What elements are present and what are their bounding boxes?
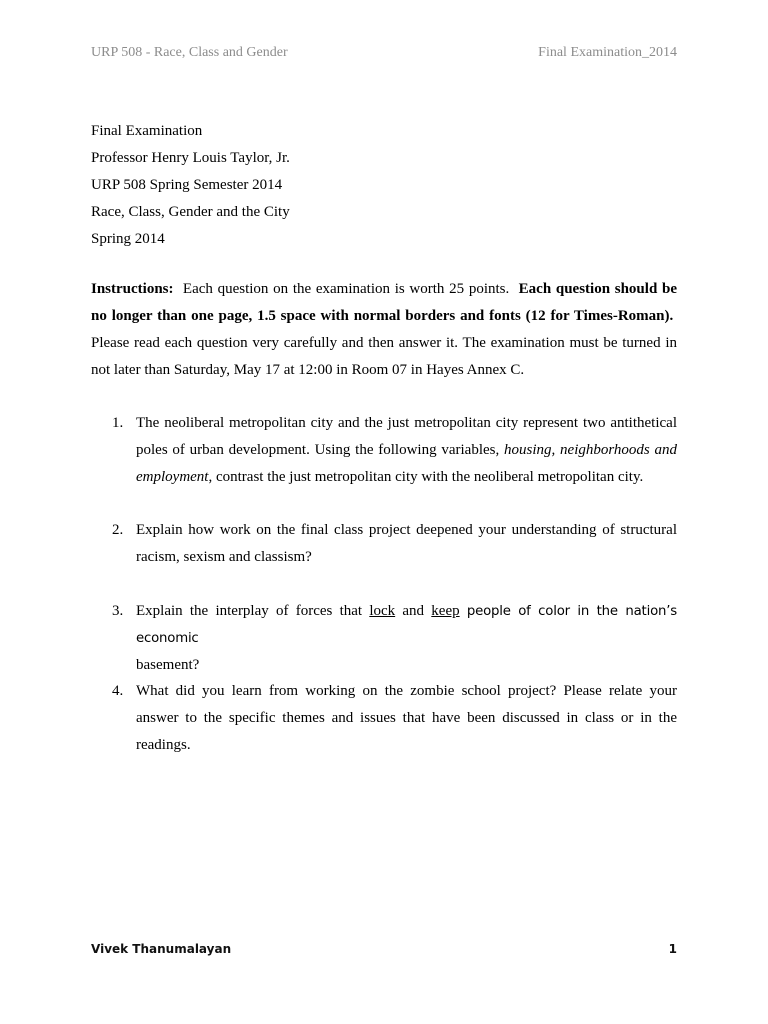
footer-author: Vivek Thanumalayan (91, 942, 232, 956)
question-4 (91, 678, 677, 759)
question-variables: housing, neighborhoods and employment (136, 442, 678, 485)
sans-font-run: people of color in the nation’s economic (136, 604, 677, 646)
underlined-lock: lock (369, 603, 396, 619)
instructions-paragraph (91, 276, 677, 384)
term: Spring 2014 (91, 231, 165, 247)
underlined-keep: keep (431, 603, 460, 619)
title-block (91, 118, 677, 253)
question-number: 3. (112, 603, 124, 619)
footer-page-number: 1 (668, 942, 677, 956)
course-semester: URP 508 Spring Semester 2014 (91, 177, 283, 193)
course-name: Race, Class, Gender and the City (91, 204, 290, 220)
question-2 (91, 517, 677, 571)
question-text: Explain the interplay of forces that lock and keep people of color in the nation’s economic basement? (136, 603, 677, 673)
question-3 (91, 598, 677, 679)
exam-title: Final Examination (91, 123, 203, 139)
header-document-title: Final Examination_2014 (538, 45, 677, 60)
question-number: 4. (112, 683, 124, 699)
professor-name: Professor Henry Louis Taylor, Jr. (91, 150, 290, 166)
instructions-label: Instructions: (91, 281, 174, 297)
instructions-deadline: Please read each question very carefully and then answer it. The examination must be turned in not later than Saturday, May 17 at 12:00 in Room 07 in Hayes Annex C. (91, 335, 677, 378)
instructions-points: Each question on the examination is worth 25 points. (182, 281, 510, 297)
header-course-title: URP 508 - Race, Class and Gender (91, 45, 288, 60)
instructions-length-rule: Each question should be no longer than one page, 1.5 space with normal borders and fonts (12 for Times-Roman). (91, 281, 677, 324)
question-text: The neoliberal metropolitan city and the just metropolitan city represent two antithetical poles of urban development. Using the following variables, housing, neighborhoods and employment, contrast the just metropolitan city with the neoliberal metropolitan city. (136, 415, 678, 485)
question-number: 1. (112, 415, 124, 431)
question-number: 2. (112, 522, 124, 538)
question-text: What did you learn from working on the zombie school project? Please relate your answer to the specific themes and issues that have been discussed in class or in the readings. (136, 683, 677, 753)
question-text: Explain how work on the final class project deepened your understanding of structural racism, sexism and classism? (136, 522, 677, 565)
question-1 (91, 410, 677, 491)
